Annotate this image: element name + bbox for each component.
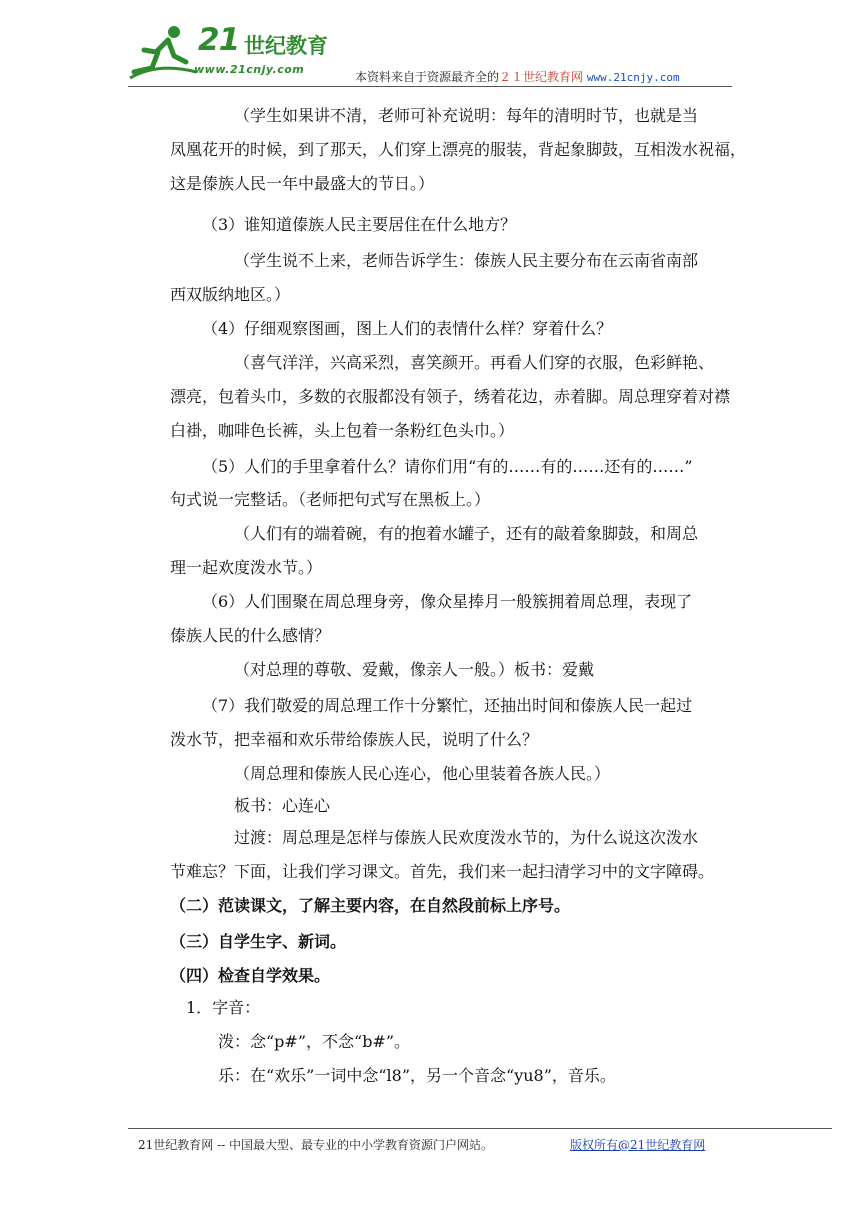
paragraph-line: 漂亮，包着头巾，多数的衣服都没有领子，绣着花边，赤着脚。周总理穿着对襟 <box>170 387 731 406</box>
tagline-site[interactable]: ２１世纪教育网 <box>499 70 584 84</box>
section-heading: （四）检查自学效果。 <box>170 966 331 985</box>
paragraph-line: 凤凰花开的时候，到了那天，人们穿上漂亮的服装，背起象脚鼓，互相泼水祝福， <box>170 140 747 159</box>
pronunciation-line: 乐：在“欢乐”一词中念“l8”，另一个音念“yu8”，音乐。 <box>218 1066 616 1085</box>
logo-url: www.21cnjy.com <box>194 63 305 76</box>
logo-number: 21 <box>198 22 240 58</box>
section-heading: （三）自学生字、新词。 <box>170 932 347 951</box>
paragraph-line: （周总理和傣族人民心连心，他心里装着各族人民。） <box>234 764 611 783</box>
question-line: （3）谁知道傣族人民主要居住在什么地方？ <box>202 215 517 234</box>
header-divider <box>128 86 732 87</box>
logo-title: 世纪教育 <box>244 34 328 58</box>
page-header <box>0 0 860 90</box>
question-line: （6）人们围聚在周总理身旁，像众星捧月一般簇拥着周总理，表现了 <box>202 592 693 611</box>
paragraph-line: （学生说不上来，老师告诉学生：傣族人民主要分布在云南省南部 <box>234 251 699 270</box>
list-item: 1．字音： <box>186 998 261 1017</box>
paragraph-line: 理一起欢度泼水节。） <box>170 558 323 577</box>
logo <box>128 20 348 82</box>
section-heading: （二）范读课文，了解主要内容，在自然段前标上序号。 <box>170 896 571 915</box>
paragraph-line: 白褂，咖啡色长裤，头上包着一条粉红色头巾。） <box>170 421 515 440</box>
header-tagline <box>355 68 680 85</box>
paragraph-line: （学生如果讲不清，老师可补充说明：每年的清明时节，也就是当 <box>234 106 699 125</box>
paragraph-line: 西双版纳地区。） <box>170 285 291 304</box>
paragraph-line: 句式说一完整话。（老师把句式写在黑板上。） <box>170 490 491 509</box>
paragraph-line: 泼水节，把幸福和欢乐带给傣族人民，说明了什么？ <box>170 730 539 749</box>
tagline-prefix: 本资料来自于资源最齐全的 <box>355 70 500 84</box>
copyright-link[interactable]: 版权所有@21世纪教育网 <box>570 1138 706 1152</box>
tagline-url[interactable]: www.21cnjy.com <box>586 71 680 84</box>
question-line: （4）仔细观察图画，图上人们的表情什么样？穿着什么？ <box>202 319 613 338</box>
paragraph-line: 这是傣族人民一年中最盛大的节日。） <box>170 174 435 193</box>
paragraph-line: 过渡：周总理是怎样与傣族人民欢度泼水节的，为什么说这次泼水 <box>234 828 699 847</box>
footer-text: 21世纪教育网 -- 中国最大型、最专业的中小学教育资源门户网站。 <box>138 1138 494 1152</box>
runner-icon <box>128 22 198 82</box>
question-line: （7）我们敬爱的周总理工作十分繁忙，还抽出时间和傣族人民一起过 <box>202 696 693 715</box>
footer-divider <box>128 1128 832 1129</box>
question-line: （5）人们的手里拿着什么？请你们用“有的……有的……还有的……” <box>202 457 693 476</box>
paragraph-line: 节难忘？下面，让我们学习课文。首先，我们来一起扫清学习中的文字障碍。 <box>170 862 715 881</box>
paragraph-line: （对总理的尊敬、爱戴，像亲人一般。）板书：爱戴 <box>234 660 595 679</box>
paragraph-line: （人们有的端着碗，有的抱着水罐子，还有的敲着象脚鼓，和周总 <box>234 524 699 543</box>
pronunciation-line: 泼：念“p#”，不念“b#”。 <box>218 1032 411 1051</box>
board-note: 板书：心连心 <box>234 796 331 815</box>
paragraph-line: 傣族人民的什么感情？ <box>170 626 331 645</box>
paragraph-line: （喜气洋洋，兴高采烈，喜笑颜开。再看人们穿的衣服，色彩鲜艳、 <box>234 353 715 372</box>
